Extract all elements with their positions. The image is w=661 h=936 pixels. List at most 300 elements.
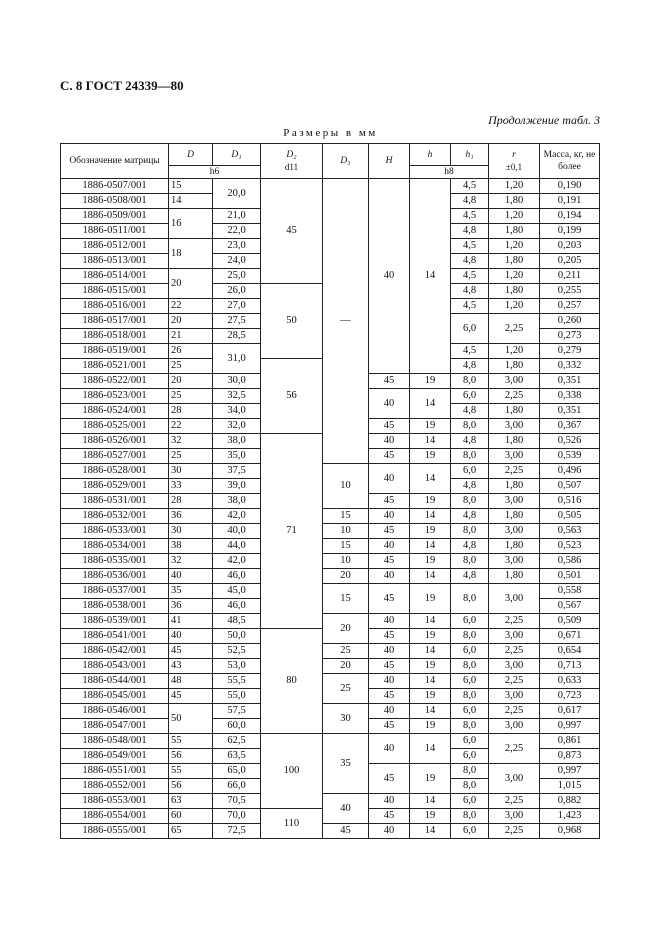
cell-D: 43 xyxy=(169,659,213,674)
cell-des: 1886-0518/001 xyxy=(61,329,169,344)
cell-h1: 8,0 xyxy=(451,584,489,614)
cell-m: 0,191 xyxy=(540,194,600,209)
cell-D3: 15 xyxy=(323,584,369,614)
cell-r: 3,00 xyxy=(489,494,540,509)
cell-des: 1886-0519/001 xyxy=(61,344,169,359)
cell-h: 14 xyxy=(410,539,451,554)
cell-des: 1886-0509/001 xyxy=(61,209,169,224)
cell-D1: 38,0 xyxy=(213,494,261,509)
cell-D1: 28,5 xyxy=(213,329,261,344)
cell-r: 1,20 xyxy=(489,209,540,224)
table-row xyxy=(61,674,600,689)
cell-r: 3,00 xyxy=(489,689,540,704)
cell-h: 19 xyxy=(410,419,451,434)
cell-m: 0,260 xyxy=(540,314,600,329)
cell-D1: 40,0 xyxy=(213,524,261,539)
cell-h1: 4,8 xyxy=(451,479,489,494)
cell-h1: 4,8 xyxy=(451,359,489,374)
cell-D: 16 xyxy=(169,209,213,239)
table-row xyxy=(61,524,600,539)
cell-D1: 70,0 xyxy=(213,809,261,824)
cell-des: 1886-0523/001 xyxy=(61,389,169,404)
cell-des: 1886-0548/001 xyxy=(61,734,169,749)
cell-h1: 6,0 xyxy=(451,794,489,809)
cell-h1: 8,0 xyxy=(451,764,489,779)
cell-D2: 45 xyxy=(261,179,323,284)
cell-h1: 6,0 xyxy=(451,314,489,344)
cell-h1: 4,5 xyxy=(451,239,489,254)
cell-H: 40 xyxy=(369,734,410,764)
cell-H: 40 xyxy=(369,179,410,374)
cell-des: 1886-0551/001 xyxy=(61,764,169,779)
cell-h1: 6,0 xyxy=(451,389,489,404)
cell-D: 30 xyxy=(169,464,213,479)
cell-r: 3,00 xyxy=(489,629,540,644)
cell-m: 0,861 xyxy=(540,734,600,749)
cell-r: 2,25 xyxy=(489,704,540,719)
cell-H: 45 xyxy=(369,554,410,569)
cell-D1: 52,5 xyxy=(213,644,261,659)
cell-h1: 6,0 xyxy=(451,704,489,719)
table-row xyxy=(61,644,600,659)
cell-D1: 39,0 xyxy=(213,479,261,494)
cell-h: 14 xyxy=(410,464,451,494)
cell-h1: 8,0 xyxy=(451,689,489,704)
cell-des: 1886-0511/001 xyxy=(61,224,169,239)
cell-h1: 4,8 xyxy=(451,254,489,269)
header-h1: h₁ xyxy=(451,144,489,166)
cell-r: 3,00 xyxy=(489,764,540,794)
cell-D1: 31,0 xyxy=(213,344,261,374)
cell-D: 40 xyxy=(169,569,213,584)
cell-m: 0,586 xyxy=(540,554,600,569)
cell-h: 19 xyxy=(410,524,451,539)
cell-r: 3,00 xyxy=(489,584,540,614)
cell-D1: 65,0 xyxy=(213,764,261,779)
cell-D3: 20 xyxy=(323,659,369,674)
cell-D3: 20 xyxy=(323,614,369,644)
table-row xyxy=(61,509,600,524)
cell-D1: 66,0 xyxy=(213,779,261,794)
cell-D2: 71 xyxy=(261,434,323,629)
cell-D3: 25 xyxy=(323,644,369,659)
cell-r: 2,25 xyxy=(489,389,540,404)
cell-D: 15 xyxy=(169,179,213,194)
cell-D: 28 xyxy=(169,404,213,419)
cell-D: 22 xyxy=(169,419,213,434)
cell-r: 2,25 xyxy=(489,464,540,479)
cell-D: 32 xyxy=(169,554,213,569)
cell-D: 38 xyxy=(169,539,213,554)
cell-h: 14 xyxy=(410,389,451,419)
cell-h1: 4,5 xyxy=(451,179,489,194)
cell-r: 1,20 xyxy=(489,299,540,314)
table-continuation-label: Продолжение табл. 3 xyxy=(488,113,600,127)
cell-m: 0,968 xyxy=(540,824,600,839)
cell-r: 2,25 xyxy=(489,794,540,809)
cell-D: 20 xyxy=(169,269,213,299)
cell-h1: 4,8 xyxy=(451,539,489,554)
cell-h1: 4,8 xyxy=(451,194,489,209)
cell-D1: 24,0 xyxy=(213,254,261,269)
cell-H: 45 xyxy=(369,629,410,644)
cell-r: 1,80 xyxy=(489,224,540,239)
cell-h1: 4,8 xyxy=(451,224,489,239)
cell-D: 28 xyxy=(169,494,213,509)
cell-H: 40 xyxy=(369,434,410,449)
cell-h: 14 xyxy=(410,434,451,449)
cell-h: 19 xyxy=(410,689,451,704)
cell-h1: 6,0 xyxy=(451,614,489,629)
cell-H: 45 xyxy=(369,659,410,674)
cell-m: 0,558 xyxy=(540,584,600,599)
cell-des: 1886-0529/001 xyxy=(61,479,169,494)
cell-D1: 37,5 xyxy=(213,464,261,479)
cell-m: 0,516 xyxy=(540,494,600,509)
cell-h: 19 xyxy=(410,629,451,644)
cell-D: 20 xyxy=(169,314,213,329)
cell-m: 0,633 xyxy=(540,674,600,689)
cell-h1: 4,8 xyxy=(451,284,489,299)
cell-h: 14 xyxy=(410,674,451,689)
cell-r: 1,20 xyxy=(489,344,540,359)
cell-D: 60 xyxy=(169,809,213,824)
cell-D1: 46,0 xyxy=(213,569,261,584)
cell-des: 1886-0545/001 xyxy=(61,689,169,704)
cell-D3: 10 xyxy=(323,554,369,569)
cell-m: 0,203 xyxy=(540,239,600,254)
cell-D1: 50,0 xyxy=(213,629,261,644)
cell-D2: 80 xyxy=(261,629,323,734)
cell-D1: 20,0 xyxy=(213,179,261,209)
cell-m: 0,617 xyxy=(540,704,600,719)
cell-h: 14 xyxy=(410,569,451,584)
table-row xyxy=(61,569,600,584)
table-row xyxy=(61,734,600,749)
cell-r: 1,80 xyxy=(489,284,540,299)
table-row xyxy=(61,824,600,839)
header-D2: D₂ d11 xyxy=(261,144,323,179)
cell-m: 0,873 xyxy=(540,749,600,764)
cell-h1: 6,0 xyxy=(451,824,489,839)
cell-D1: 60,0 xyxy=(213,719,261,734)
cell-D3: 10 xyxy=(323,524,369,539)
cell-r: 1,80 xyxy=(489,194,540,209)
cell-m: 0,501 xyxy=(540,569,600,584)
cell-D1: 45,0 xyxy=(213,584,261,599)
cell-des: 1886-0526/001 xyxy=(61,434,169,449)
cell-m: 0,257 xyxy=(540,299,600,314)
cell-D1: 70,5 xyxy=(213,794,261,809)
cell-h1: 8,0 xyxy=(451,809,489,824)
cell-h1: 4,8 xyxy=(451,569,489,584)
cell-D2: 100 xyxy=(261,734,323,809)
cell-h: 19 xyxy=(410,374,451,389)
cell-D1: 42,0 xyxy=(213,554,261,569)
cell-D: 33 xyxy=(169,479,213,494)
cell-H: 40 xyxy=(369,824,410,839)
cell-m: 0,338 xyxy=(540,389,600,404)
cell-H: 45 xyxy=(369,524,410,539)
cell-des: 1886-0546/001 xyxy=(61,704,169,719)
cell-D: 55 xyxy=(169,734,213,749)
cell-D3: 15 xyxy=(323,539,369,554)
cell-D2: 50 xyxy=(261,284,323,359)
cell-D: 14 xyxy=(169,194,213,209)
cell-r: 1,80 xyxy=(489,434,540,449)
cell-D: 36 xyxy=(169,599,213,614)
cell-des: 1886-0542/001 xyxy=(61,644,169,659)
cell-m: 0,205 xyxy=(540,254,600,269)
cell-m: 0,332 xyxy=(540,359,600,374)
cell-H: 40 xyxy=(369,614,410,629)
cell-des: 1886-0512/001 xyxy=(61,239,169,254)
cell-D: 26 xyxy=(169,344,213,359)
cell-m: 0,723 xyxy=(540,689,600,704)
cell-m: 0,539 xyxy=(540,449,600,464)
cell-D1: 35,0 xyxy=(213,449,261,464)
cell-D: 50 xyxy=(169,704,213,734)
cell-des: 1886-0543/001 xyxy=(61,659,169,674)
table-row xyxy=(61,554,600,569)
cell-des: 1886-0555/001 xyxy=(61,824,169,839)
cell-H: 40 xyxy=(369,644,410,659)
table-row xyxy=(61,614,600,629)
cell-r: 2,25 xyxy=(489,674,540,689)
cell-D1: 55,5 xyxy=(213,674,261,689)
cell-des: 1886-0544/001 xyxy=(61,674,169,689)
cell-D: 56 xyxy=(169,779,213,794)
cell-h1: 8,0 xyxy=(451,494,489,509)
cell-D3: 35 xyxy=(323,734,369,794)
header-mass: Масса, кг, не более xyxy=(540,144,600,179)
cell-des: 1886-0534/001 xyxy=(61,539,169,554)
cell-h: 19 xyxy=(410,584,451,614)
cell-H: 45 xyxy=(369,719,410,734)
cell-D1: 27,5 xyxy=(213,314,261,329)
cell-m: 0,199 xyxy=(540,224,600,239)
cell-h1: 6,0 xyxy=(451,674,489,689)
cell-des: 1886-0541/001 xyxy=(61,629,169,644)
cell-r: 3,00 xyxy=(489,449,540,464)
header-h: h xyxy=(410,144,451,166)
cell-h: 14 xyxy=(410,179,451,374)
cell-D: 65 xyxy=(169,824,213,839)
cell-des: 1886-0514/001 xyxy=(61,269,169,284)
cell-D: 40 xyxy=(169,629,213,644)
cell-D2: 110 xyxy=(261,809,323,839)
table-row xyxy=(61,464,600,479)
table-row xyxy=(61,539,600,554)
cell-D3: 25 xyxy=(323,674,369,704)
cell-D: 30 xyxy=(169,524,213,539)
cell-D1: 63,5 xyxy=(213,749,261,764)
table-row xyxy=(61,584,600,599)
header-D1: D₁ xyxy=(213,144,261,166)
cell-h: 14 xyxy=(410,794,451,809)
cell-h: 14 xyxy=(410,734,451,764)
cell-r: 3,00 xyxy=(489,809,540,824)
cell-r: 1,80 xyxy=(489,539,540,554)
cell-des: 1886-0531/001 xyxy=(61,494,169,509)
cell-m: 0,997 xyxy=(540,719,600,734)
cell-m: 1,423 xyxy=(540,809,600,824)
dimensions-caption: Размеры в мм xyxy=(283,127,378,139)
header-designation: Обозначение матрицы xyxy=(61,144,169,179)
cell-r: 3,00 xyxy=(489,554,540,569)
header-tolerance-h8: h8 xyxy=(410,166,489,179)
cell-r: 2,25 xyxy=(489,314,540,344)
cell-r: 2,25 xyxy=(489,614,540,629)
cell-h1: 4,8 xyxy=(451,434,489,449)
cell-des: 1886-0539/001 xyxy=(61,614,169,629)
cell-h1: 8,0 xyxy=(451,779,489,794)
cell-m: 1,015 xyxy=(540,779,600,794)
table-row xyxy=(61,179,600,194)
cell-des: 1886-0508/001 xyxy=(61,194,169,209)
cell-D: 45 xyxy=(169,644,213,659)
cell-H: 40 xyxy=(369,674,410,689)
cell-r: 3,00 xyxy=(489,719,540,734)
cell-r: 3,00 xyxy=(489,374,540,389)
cell-h1: 8,0 xyxy=(451,659,489,674)
header-D: D xyxy=(169,144,213,166)
cell-r: 1,80 xyxy=(489,479,540,494)
cell-h: 19 xyxy=(410,494,451,509)
cell-h1: 8,0 xyxy=(451,524,489,539)
cell-m: 0,367 xyxy=(540,419,600,434)
cell-h1: 8,0 xyxy=(451,374,489,389)
cell-r: 3,00 xyxy=(489,659,540,674)
cell-h1: 4,5 xyxy=(451,344,489,359)
cell-m: 0,997 xyxy=(540,764,600,779)
cell-H: 40 xyxy=(369,539,410,554)
cell-des: 1886-0547/001 xyxy=(61,719,169,734)
cell-des: 1886-0525/001 xyxy=(61,419,169,434)
cell-H: 40 xyxy=(369,794,410,809)
cell-des: 1886-0522/001 xyxy=(61,374,169,389)
cell-des: 1886-0516/001 xyxy=(61,299,169,314)
cell-des: 1886-0552/001 xyxy=(61,779,169,794)
cell-m: 0,255 xyxy=(540,284,600,299)
cell-h1: 6,0 xyxy=(451,734,489,749)
cell-r: 1,20 xyxy=(489,179,540,194)
cell-m: 0,507 xyxy=(540,479,600,494)
cell-D: 22 xyxy=(169,299,213,314)
cell-D1: 32,5 xyxy=(213,389,261,404)
cell-des: 1886-0507/001 xyxy=(61,179,169,194)
header-D3: D₃ xyxy=(323,144,369,179)
cell-h1: 6,0 xyxy=(451,464,489,479)
cell-D: 21 xyxy=(169,329,213,344)
cell-h1: 4,8 xyxy=(451,404,489,419)
cell-h1: 6,0 xyxy=(451,749,489,764)
cell-m: 0,211 xyxy=(540,269,600,284)
cell-r: 1,20 xyxy=(489,239,540,254)
cell-D: 25 xyxy=(169,359,213,374)
dimensions-table xyxy=(60,143,600,839)
cell-D3: 30 xyxy=(323,704,369,734)
cell-m: 0,567 xyxy=(540,599,600,614)
cell-des: 1886-0537/001 xyxy=(61,584,169,599)
cell-m: 0,194 xyxy=(540,209,600,224)
cell-H: 45 xyxy=(369,419,410,434)
cell-h: 19 xyxy=(410,809,451,824)
cell-m: 0,273 xyxy=(540,329,600,344)
cell-m: 0,496 xyxy=(540,464,600,479)
cell-H: 45 xyxy=(369,449,410,464)
cell-m: 0,671 xyxy=(540,629,600,644)
cell-h1: 8,0 xyxy=(451,419,489,434)
cell-r: 3,00 xyxy=(489,524,540,539)
cell-D: 18 xyxy=(169,239,213,269)
cell-D1: 21,0 xyxy=(213,209,261,224)
cell-D1: 27,0 xyxy=(213,299,261,314)
cell-r: 3,00 xyxy=(489,419,540,434)
cell-h: 19 xyxy=(410,659,451,674)
cell-h1: 6,0 xyxy=(451,644,489,659)
cell-h: 14 xyxy=(410,614,451,629)
cell-des: 1886-0533/001 xyxy=(61,524,169,539)
cell-D1: 22,0 xyxy=(213,224,261,239)
header-tolerance-h6: h6 xyxy=(169,166,261,179)
cell-m: 0,505 xyxy=(540,509,600,524)
cell-D3: 10 xyxy=(323,464,369,509)
table-row xyxy=(61,659,600,674)
cell-H: 40 xyxy=(369,464,410,494)
cell-D: 20 xyxy=(169,374,213,389)
table-row xyxy=(61,704,600,719)
cell-D1: 32,0 xyxy=(213,419,261,434)
cell-D1: 34,0 xyxy=(213,404,261,419)
cell-H: 40 xyxy=(369,509,410,524)
cell-D: 55 xyxy=(169,764,213,779)
cell-r: 2,25 xyxy=(489,734,540,764)
cell-m: 0,526 xyxy=(540,434,600,449)
cell-h: 14 xyxy=(410,509,451,524)
cell-H: 45 xyxy=(369,494,410,509)
cell-D1: 44,0 xyxy=(213,539,261,554)
cell-D: 56 xyxy=(169,749,213,764)
cell-D: 32 xyxy=(169,434,213,449)
cell-h: 14 xyxy=(410,704,451,719)
cell-r: 1,80 xyxy=(489,569,540,584)
cell-des: 1886-0524/001 xyxy=(61,404,169,419)
cell-des: 1886-0513/001 xyxy=(61,254,169,269)
cell-m: 0,713 xyxy=(540,659,600,674)
cell-r: 1,80 xyxy=(489,404,540,419)
table-body xyxy=(61,179,600,839)
cell-m: 0,351 xyxy=(540,404,600,419)
cell-m: 0,279 xyxy=(540,344,600,359)
cell-h1: 8,0 xyxy=(451,449,489,464)
cell-H: 45 xyxy=(369,809,410,824)
cell-des: 1886-0549/001 xyxy=(61,749,169,764)
cell-m: 0,190 xyxy=(540,179,600,194)
cell-D: 25 xyxy=(169,389,213,404)
cell-H: 45 xyxy=(369,374,410,389)
cell-des: 1886-0521/001 xyxy=(61,359,169,374)
cell-D: 41 xyxy=(169,614,213,629)
cell-m: 0,523 xyxy=(540,539,600,554)
cell-D3: 45 xyxy=(323,824,369,839)
cell-D1: 55,0 xyxy=(213,689,261,704)
cell-D1: 46,0 xyxy=(213,599,261,614)
cell-des: 1886-0536/001 xyxy=(61,569,169,584)
cell-H: 40 xyxy=(369,704,410,719)
cell-des: 1886-0553/001 xyxy=(61,794,169,809)
cell-D3: 15 xyxy=(323,509,369,524)
